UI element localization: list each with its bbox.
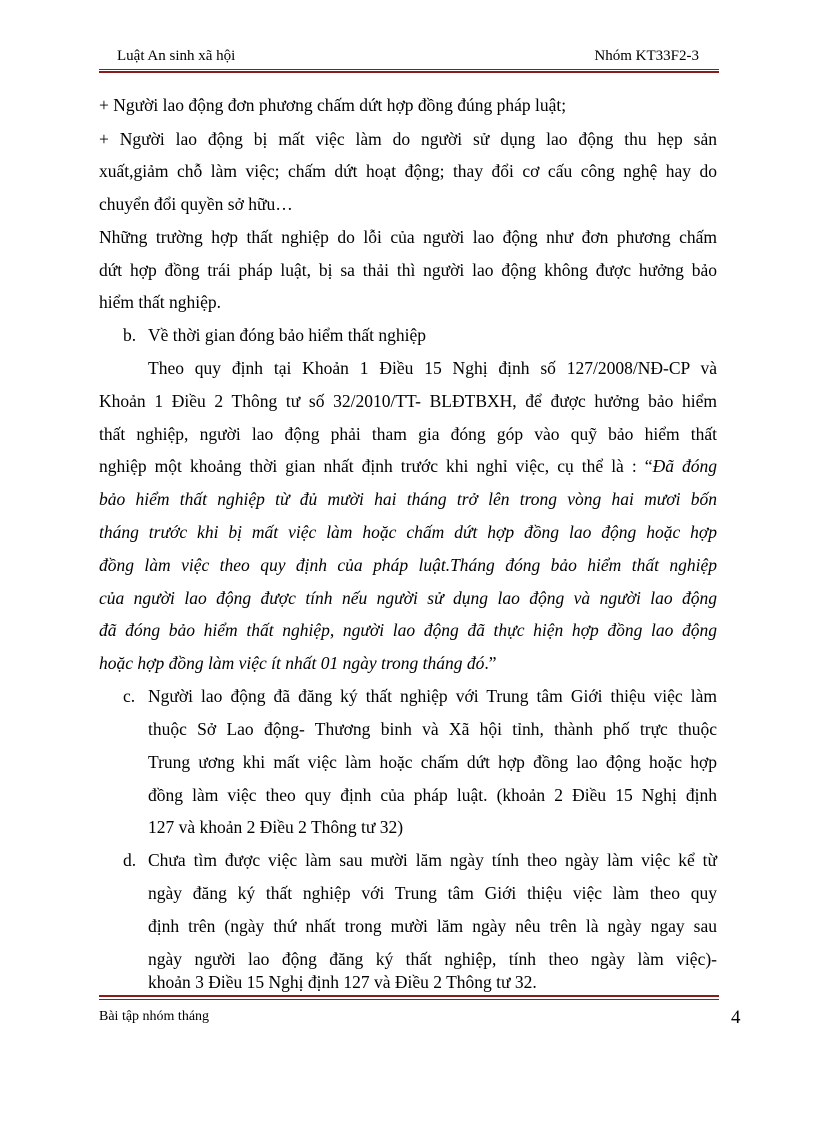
quote-text: Đã đóng bbox=[652, 456, 717, 476]
quote-line: đã đóng bảo hiểm thất nghiệp, người lao động đã thực hiện hợp đồng lao động bbox=[99, 620, 717, 640]
body-line: dứt hợp đồng trái pháp luật, bị sa thải thì người lao động không được hưởng bảo bbox=[99, 260, 717, 280]
body-line: chuyển đổi quyền sở hữu… bbox=[99, 194, 293, 214]
list-item-c-line: Người lao động đã đăng ký thất nghiệp với Trung tâm Giới thiệu việc làm bbox=[148, 686, 717, 706]
body-line bbox=[99, 458, 717, 476]
page-number: 4 bbox=[731, 1007, 741, 1028]
section-heading-b: Về thời gian đóng bảo hiểm thất nghiệp bbox=[148, 325, 427, 345]
body-line: xuất,giảm chỗ làm việc; chấm dứt hoạt động; thay đổi cơ cấu công nghệ hay do bbox=[99, 161, 717, 181]
quote-line: bảo hiểm thất nghiệp từ đủ mười hai tháng trở lên trong vòng hai mươi bốn bbox=[99, 489, 717, 509]
page-header bbox=[99, 48, 717, 68]
body-line: Những trường hợp thất nghiệp do lỗi của người lao động như đơn phương chấm bbox=[99, 227, 717, 247]
quote-line: tháng trước khi bị mất việc làm hoặc chấm dứt hợp đồng lao động hoặc hợp bbox=[99, 522, 717, 542]
body-line: hiểm thất nghiệp. bbox=[99, 292, 221, 312]
body-line: Khoản 1 Điều 2 Thông tư số 32/2010/TT- BLĐTBXH, để được hưởng bảo hiểm bbox=[99, 391, 717, 411]
list-item-d-line: Chưa tìm được việc làm sau mười lăm ngày tính theo ngày làm việc kể từ bbox=[148, 850, 717, 870]
list-item-c-line: đồng làm việc theo quy định của pháp luật. (khoản 2 Điều 15 Nghị định bbox=[148, 785, 717, 805]
body-text: nghiệp một khoảng thời gian nhất định trước khi nghỉ việc, cụ thể là : “ bbox=[99, 456, 653, 476]
header-group: Nhóm KT33F2-3 bbox=[594, 48, 699, 64]
body-text: .” bbox=[484, 653, 497, 673]
quote-text: hoặc hợp đồng làm việc ít nhất 01 ngày trong tháng đó bbox=[99, 653, 485, 673]
list-marker-c: c. bbox=[123, 686, 136, 706]
header-title: Luật An sinh xã hội bbox=[117, 48, 236, 64]
header-rule bbox=[99, 69, 719, 73]
body-line: + Người lao động đơn phương chấm dứt hợp đồng đúng pháp luật; bbox=[99, 95, 567, 115]
list-item-c-line: thuộc Sở Lao động- Thương binh và Xã hội tỉnh, thành phố trực thuộc bbox=[148, 719, 717, 739]
list-marker-d: d. bbox=[123, 850, 137, 870]
list-item-d-line: khoản 3 Điều 15 Nghị định 127 và Điều 2 Thông tư 32. bbox=[148, 972, 537, 992]
list-item-d-line: ngày người lao động đăng ký thất nghiệp, tính theo ngày làm việc)- bbox=[148, 949, 717, 969]
list-item-d-line: định trên (ngày thứ nhất trong mười lăm ngày nêu trên là ngày ngay sau bbox=[148, 916, 717, 936]
quote-line bbox=[99, 655, 497, 673]
quote-line: đồng làm việc theo quy định của pháp luật.Tháng đóng bảo hiểm thất nghiệp bbox=[99, 555, 717, 575]
footer-title: Bài tập nhóm tháng bbox=[99, 1009, 210, 1024]
list-item-d-line: ngày đăng ký thất nghiệp với Trung tâm Giới thiệu việc làm theo quy bbox=[148, 883, 717, 903]
body-line: Theo quy định tại Khoản 1 Điều 15 Nghị định số 127/2008/NĐ-CP và bbox=[148, 358, 717, 378]
body-line: + Người lao động bị mất việc làm do người sử dụng lao động thu hẹp sản bbox=[99, 129, 717, 149]
list-item-c-line: 127 và khoản 2 Điều 2 Thông tư 32) bbox=[148, 817, 404, 837]
footer-rule bbox=[99, 995, 719, 1000]
list-marker-b: b. bbox=[123, 325, 137, 345]
list-item-c-line: Trung ương khi mất việc làm hoặc chấm dứt hợp đồng lao động hoặc hợp bbox=[148, 752, 717, 772]
body-line: thất nghiệp, người lao động phải tham gia đóng góp vào quỹ bảo hiểm thất bbox=[99, 424, 717, 444]
quote-line: của người lao động được tính nếu người sử dụng lao động và người lao động bbox=[99, 588, 717, 608]
